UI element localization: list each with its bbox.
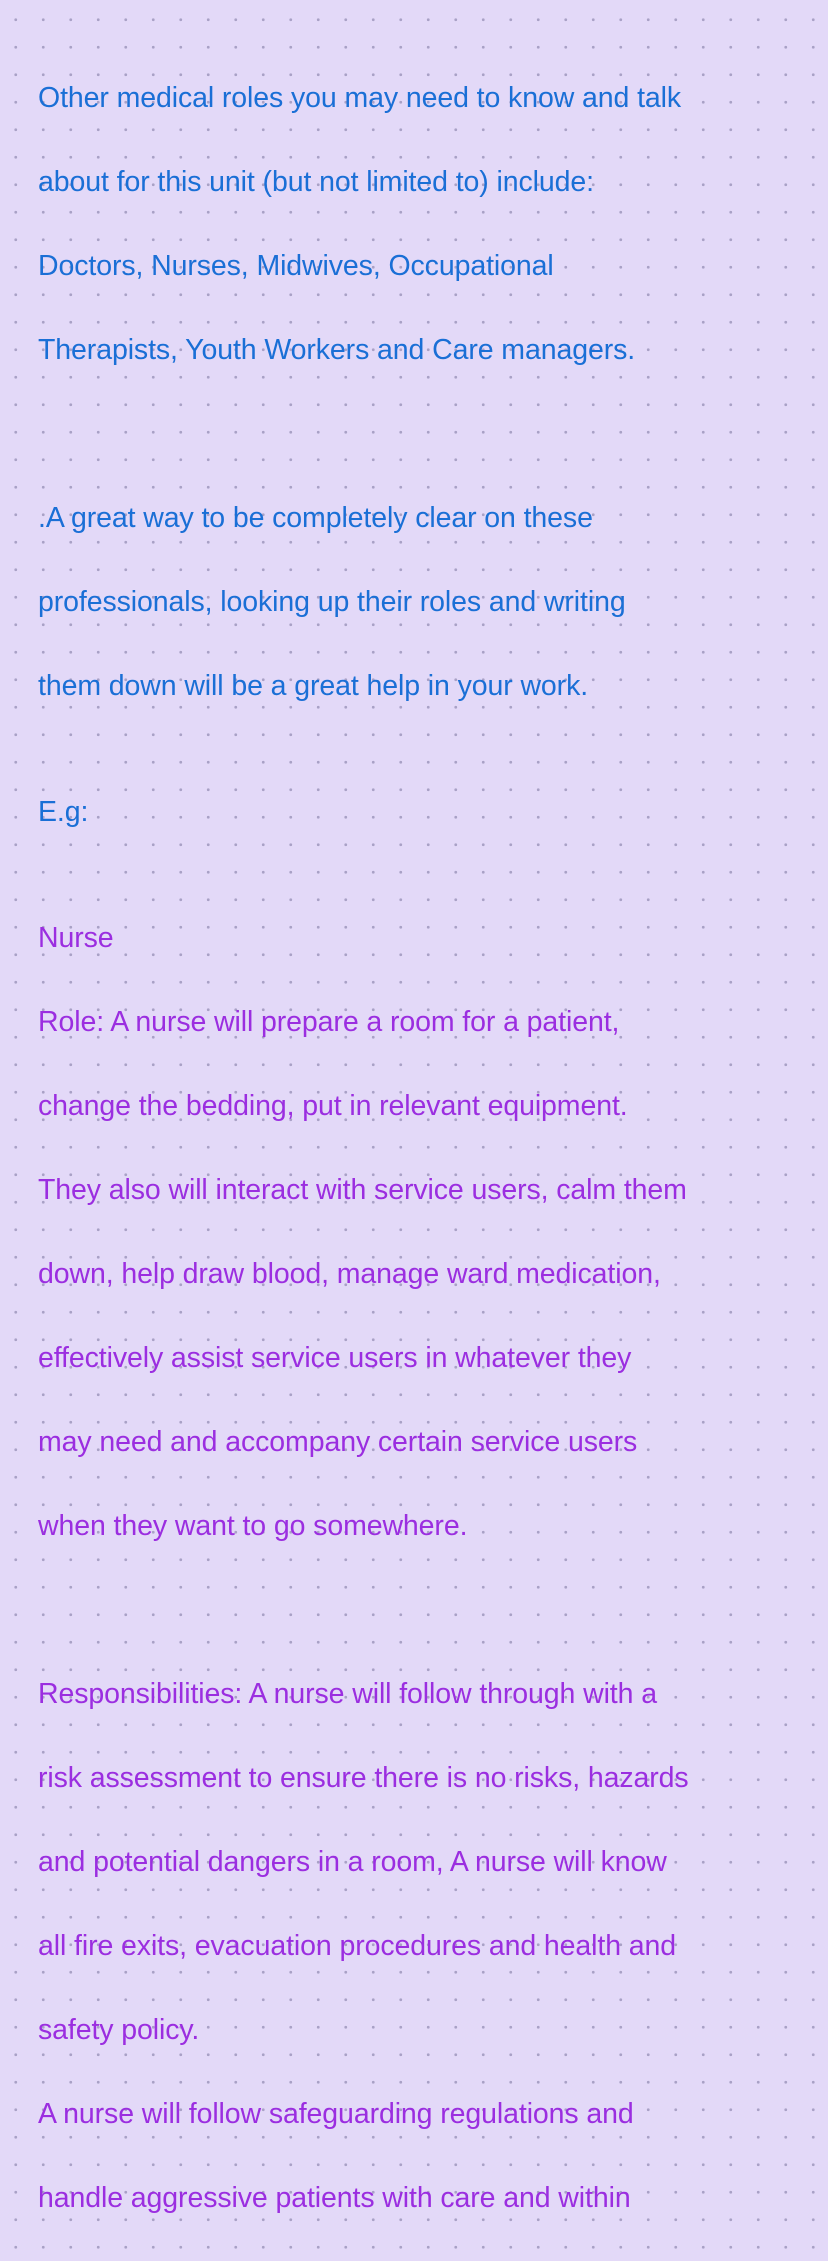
paragraph-gap [38, 413, 828, 455]
intro-line: Other medical roles you may need to know and talk [38, 82, 682, 114]
role-line: Role: A nurse will prepare a room for a patient, [38, 1006, 620, 1038]
role-line: They also will interact with service users, calm them [38, 1174, 687, 1206]
intro-line: Doctors, Nurses, Midwives, Occupational [38, 250, 554, 282]
responsibility-line: A nurse will follow safeguarding regulations and [38, 2098, 634, 2130]
role-line: may need and accompany certain service users [38, 1426, 638, 1458]
responsibility-line: all fire exits, evacuation procedures and health and [38, 1930, 677, 1962]
paragraph-gap [38, 1589, 828, 1631]
responsibility-line: Responsibilities: A nurse will follow through with a [38, 1678, 657, 1710]
advice-line: .A great way to be completely clear on these [38, 502, 593, 534]
advice-line: them down will be a great help in your work. [38, 670, 589, 702]
responsibility-line: handle aggressive patients with care and within [38, 2182, 631, 2214]
paragraph-gap [38, 749, 828, 791]
role-line: Nurse [38, 922, 114, 954]
advice-paragraph [38, 455, 828, 749]
nurse-responsibilities-paragraph [38, 1631, 828, 2261]
nurse-role-paragraph [38, 875, 828, 1589]
intro-line: about for this unit (but not limited to) include: [38, 166, 594, 198]
responsibility-line: safety policy. [38, 2014, 200, 2046]
advice-line: professionals, looking up their roles and writing [38, 586, 626, 618]
paragraph-gap [38, 833, 828, 875]
role-line: effectively assist service users in whatever they [38, 1342, 632, 1374]
role-line: when they want to go somewhere. [38, 1510, 468, 1542]
example-label: E.g: [38, 796, 89, 828]
intro-line: Therapists, Youth Workers and Care managers. [38, 334, 636, 366]
role-line: down, help draw blood, manage ward medication, [38, 1258, 661, 1290]
role-line: change the bedding, put in relevant equipment. [38, 1090, 628, 1122]
intro-paragraph [38, 35, 828, 413]
responsibility-line: risk assessment to ensure there is no risks, hazards [38, 1762, 689, 1794]
responsibility-line: and potential dangers in a room, A nurse will know [38, 1846, 667, 1878]
